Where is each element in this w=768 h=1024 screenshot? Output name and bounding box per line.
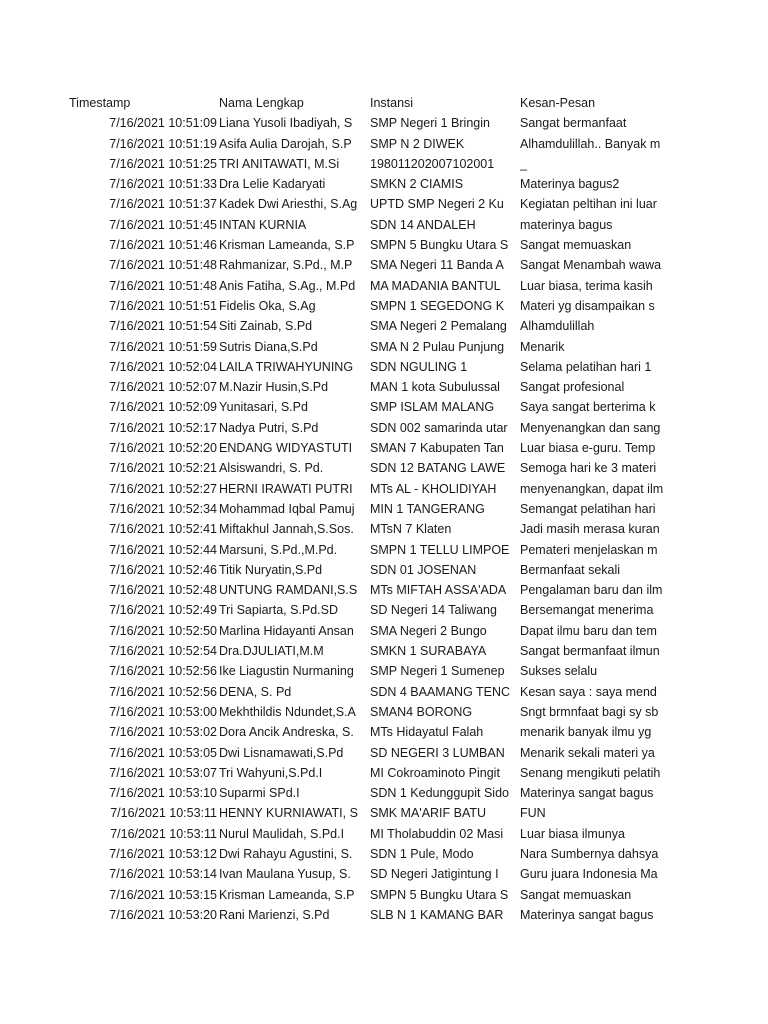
cell-nama-lengkap: Nadya Putri, S.Pd <box>219 420 319 435</box>
cell-timestamp: 7/16/2021 10:53:15 <box>109 887 217 902</box>
cell-kesan-pesan: Luar biasa ilmunya <box>520 826 625 841</box>
cell-nama-lengkap: Krisman Lameanda, S.P <box>219 887 355 902</box>
cell-kesan-pesan: Luar biasa e-guru. Temp <box>520 441 656 456</box>
cell-nama-lengkap: Dwi Lisnamawati,S.Pd <box>219 745 344 760</box>
cell-kesan-pesan: Materi yg disampaikan s <box>520 298 655 313</box>
table-row <box>0 357 768 377</box>
cell-kesan-pesan: Alhamdulillah.. Banyak m <box>520 136 661 151</box>
cell-timestamp: 7/16/2021 10:51:09 <box>109 116 217 131</box>
cell-timestamp: 7/16/2021 10:51:37 <box>109 197 217 212</box>
cell-kesan-pesan: Sangat bermanfaat <box>520 116 627 131</box>
cell-instansi: SMKN 1 SURABAYA <box>370 644 487 659</box>
table-body <box>0 113 768 925</box>
table-row <box>0 174 768 194</box>
cell-timestamp: 7/16/2021 10:52:07 <box>109 380 217 395</box>
cell-timestamp: 7/16/2021 10:51:45 <box>109 217 217 232</box>
cell-timestamp: 7/16/2021 10:53:02 <box>109 725 217 740</box>
cell-kesan-pesan: Bersemangat menerima <box>520 603 654 618</box>
cell-kesan-pesan: Guru juara Indonesia Ma <box>520 867 658 882</box>
cell-instansi: 198011202007102001 <box>370 156 495 171</box>
cell-kesan-pesan: Luar biasa, terima kasih <box>520 278 653 293</box>
cell-kesan-pesan: Jadi masih merasa kuran <box>520 522 660 537</box>
cell-instansi: UPTD SMP Negeri 2 Ku <box>370 197 504 212</box>
cell-nama-lengkap: TRI ANITAWATI, M.Si <box>219 156 340 171</box>
table-row <box>0 905 768 925</box>
cell-nama-lengkap: Tri Wahyuni,S.Pd.I <box>219 765 323 780</box>
cell-timestamp: 7/16/2021 10:51:46 <box>109 238 217 253</box>
table-row <box>0 600 768 620</box>
cell-timestamp: 7/16/2021 10:51:33 <box>109 177 217 192</box>
table-row <box>0 377 768 397</box>
cell-kesan-pesan: Sangat bermanfaat ilmun <box>520 644 660 659</box>
table-row <box>0 316 768 336</box>
cell-instansi: SDN 1 Pule, Modo <box>370 846 474 861</box>
cell-kesan-pesan: menarik banyak ilmu yg <box>520 725 652 740</box>
cell-kesan-pesan: Materinya sangat bagus <box>520 786 654 801</box>
header-kesan-pesan: Kesan-Pesan <box>520 96 596 110</box>
cell-timestamp: 7/16/2021 10:53:05 <box>109 745 217 760</box>
cell-nama-lengkap: Marlina Hidayanti Ansan <box>219 623 354 638</box>
cell-instansi: SD NEGERI 3 LUMBAN <box>370 745 505 760</box>
cell-kesan-pesan: Sangat memuaskan <box>520 887 632 902</box>
cell-timestamp: 7/16/2021 10:53:12 <box>109 846 217 861</box>
cell-instansi: SMA Negeri 2 Pemalang <box>370 319 507 334</box>
table-row <box>0 215 768 235</box>
table-row <box>0 296 768 316</box>
cell-instansi: SMA Negeri 11 Banda A <box>370 258 504 273</box>
cell-kesan-pesan: Materinya bagus2 <box>520 177 620 192</box>
cell-timestamp: 7/16/2021 10:51:54 <box>109 319 217 334</box>
cell-nama-lengkap: Nurul Maulidah, S.Pd.I <box>219 826 345 841</box>
table-row <box>0 479 768 499</box>
cell-instansi: SMPN 5 Bungku Utara S <box>370 887 509 902</box>
table-row <box>0 661 768 681</box>
table-row <box>0 134 768 154</box>
cell-nama-lengkap: Miftakhul Jannah,S.Sos. <box>219 522 354 537</box>
cell-instansi: SMP Negeri 1 Sumenep <box>370 664 505 679</box>
table-row <box>0 499 768 519</box>
cell-instansi: SMAN4 BORONG <box>370 704 473 719</box>
cell-timestamp: 7/16/2021 10:52:09 <box>109 400 217 415</box>
table-row <box>0 519 768 539</box>
spreadsheet-table <box>0 93 768 925</box>
table-row <box>0 113 768 133</box>
cell-timestamp: 7/16/2021 10:51:25 <box>109 156 217 171</box>
cell-instansi: MAN 1 kota Subulussal <box>370 380 500 395</box>
cell-nama-lengkap: INTAN KURNIA <box>219 217 307 232</box>
cell-kesan-pesan: Sangat profesional <box>520 380 625 395</box>
cell-nama-lengkap: M.Nazir Husin,S.Pd <box>219 380 329 395</box>
cell-kesan-pesan: Kegiatan peltihan ini luar <box>520 197 657 212</box>
cell-instansi: SD Negeri 14 Taliwang <box>370 603 497 618</box>
cell-instansi: SDN 14 ANDALEH <box>370 217 476 232</box>
cell-timestamp: 7/16/2021 10:52:54 <box>109 644 217 659</box>
cell-instansi: SMP ISLAM MALANG <box>370 400 495 415</box>
cell-instansi: SMK MA'ARIF BATU <box>370 806 487 821</box>
cell-nama-lengkap: Yunitasari, S.Pd <box>219 400 308 415</box>
cell-nama-lengkap: Mohammad Iqbal Pamuj <box>219 501 355 516</box>
cell-nama-lengkap: HERNI IRAWATI PUTRI <box>219 481 353 496</box>
cell-kesan-pesan: Saya sangat berterima k <box>520 400 656 415</box>
cell-kesan-pesan: Alhamdulillah <box>520 319 595 334</box>
cell-nama-lengkap: Dwi Rahayu Agustini, S. <box>219 846 353 861</box>
table-row <box>0 702 768 722</box>
cell-kesan-pesan: Semoga hari ke 3 materi <box>520 461 657 476</box>
cell-instansi: SMPN 1 SEGEDONG K <box>370 298 505 313</box>
cell-timestamp: 7/16/2021 10:52:17 <box>109 420 217 435</box>
cell-instansi: MIN 1 TANGERANG <box>370 501 485 516</box>
cell-instansi: SDN 12 BATANG LAWE <box>370 461 506 476</box>
cell-nama-lengkap: UNTUNG RAMDANI,S.S <box>219 583 358 598</box>
table-row <box>0 824 768 844</box>
cell-nama-lengkap: Dra.DJULIATI,M.M <box>219 644 324 659</box>
cell-nama-lengkap: Dra Lelie Kadaryati <box>219 177 326 192</box>
cell-timestamp: 7/16/2021 10:51:48 <box>109 278 217 293</box>
cell-nama-lengkap: Ivan Maulana Yusup, S. <box>219 867 351 882</box>
cell-nama-lengkap: Alsiswandri, S. Pd. <box>219 461 324 476</box>
cell-timestamp: 7/16/2021 10:51:48 <box>109 258 217 273</box>
cell-nama-lengkap: Rani Marienzi, S.Pd <box>219 907 330 922</box>
cell-timestamp: 7/16/2021 10:52:50 <box>109 623 217 638</box>
cell-nama-lengkap: Kadek Dwi Ariesthi, S.Ag <box>219 197 358 212</box>
table-row <box>0 418 768 438</box>
cell-kesan-pesan: FUN <box>520 806 546 821</box>
cell-instansi: SDN NGULING 1 <box>370 359 468 374</box>
cell-kesan-pesan: Dapat ilmu baru dan tem <box>520 623 657 638</box>
cell-instansi: SD Negeri Jatigintung I <box>370 867 499 882</box>
header-row <box>0 93 768 113</box>
cell-instansi: SLB N 1 KAMANG BAR <box>370 907 504 922</box>
header-nama-lengkap: Nama Lengkap <box>219 96 304 110</box>
cell-kesan-pesan: materinya bagus <box>520 217 613 232</box>
header-timestamp: Timestamp <box>69 96 131 110</box>
cell-timestamp: 7/16/2021 10:53:11 <box>110 826 217 841</box>
cell-timestamp: 7/16/2021 10:53:11 <box>110 806 217 821</box>
cell-timestamp: 7/16/2021 10:52:56 <box>109 664 217 679</box>
cell-instansi: SMPN 1 TELLU LIMPOE <box>370 542 510 557</box>
table-row <box>0 641 768 661</box>
table-row <box>0 803 768 823</box>
table-row <box>0 154 768 174</box>
table-row <box>0 885 768 905</box>
cell-kesan-pesan: Pengalaman baru dan ilm <box>520 583 663 598</box>
cell-nama-lengkap: Rahmanizar, S.Pd., M.P <box>219 258 353 273</box>
table-row <box>0 337 768 357</box>
cell-kesan-pesan: Senang mengikuti pelatih <box>520 765 661 780</box>
cell-nama-lengkap: Suparmi SPd.I <box>219 786 300 801</box>
cell-instansi: SDN 002 samarinda utar <box>370 420 508 435</box>
cell-nama-lengkap: ENDANG WIDYASTUTI <box>219 441 353 456</box>
cell-kesan-pesan: Materinya sangat bagus <box>520 907 654 922</box>
cell-instansi: MTs AL - KHOLIDIYAH <box>370 481 497 496</box>
cell-kesan-pesan: _ <box>520 156 527 171</box>
cell-timestamp: 7/16/2021 10:52:20 <box>109 441 217 456</box>
table-row <box>0 722 768 742</box>
cell-timestamp: 7/16/2021 10:52:34 <box>109 501 217 516</box>
cell-instansi: SMPN 5 Bungku Utara S <box>370 238 509 253</box>
cell-instansi: SDN 01 JOSENAN <box>370 562 477 577</box>
cell-nama-lengkap: DENA, S. Pd <box>219 684 292 699</box>
cell-instansi: MTsN 7 Klaten <box>370 522 452 537</box>
cell-timestamp: 7/16/2021 10:52:04 <box>109 359 217 374</box>
cell-nama-lengkap: Liana Yusoli Ibadiyah, S <box>219 116 353 131</box>
cell-nama-lengkap: Sutris Diana,S.Pd <box>219 339 318 354</box>
cell-nama-lengkap: Marsuni, S.Pd.,M.Pd. <box>219 542 338 557</box>
cell-kesan-pesan: Selama pelatihan hari 1 <box>520 359 652 374</box>
cell-timestamp: 7/16/2021 10:52:21 <box>109 461 217 476</box>
cell-timestamp: 7/16/2021 10:53:10 <box>109 786 217 801</box>
cell-timestamp: 7/16/2021 10:53:14 <box>109 867 217 882</box>
cell-instansi: SMP N 2 DIWEK <box>370 136 465 151</box>
cell-instansi: SDN 4 BAAMANG TENC <box>370 684 511 699</box>
cell-timestamp: 7/16/2021 10:52:49 <box>109 603 217 618</box>
header-instansi: Instansi <box>370 96 414 110</box>
cell-kesan-pesan: Pemateri menjelaskan m <box>520 542 658 557</box>
cell-timestamp: 7/16/2021 10:52:56 <box>109 684 217 699</box>
table-row <box>0 763 768 783</box>
cell-kesan-pesan: menyenangkan, dapat ilm <box>520 481 664 496</box>
table-row <box>0 560 768 580</box>
table-row <box>0 458 768 478</box>
table-row <box>0 580 768 600</box>
cell-instansi: MTs Hidayatul Falah <box>370 725 484 740</box>
cell-kesan-pesan: Sngt brmnfaat bagi sy sb <box>520 704 659 719</box>
cell-kesan-pesan: Sangat memuaskan <box>520 238 632 253</box>
table-row <box>0 540 768 560</box>
cell-timestamp: 7/16/2021 10:52:48 <box>109 583 217 598</box>
cell-nama-lengkap: Dora Ancik Andreska, S. <box>219 725 354 740</box>
cell-instansi: MTs MIFTAH ASSA'ADA <box>370 583 507 598</box>
cell-nama-lengkap: Fidelis Oka, S.Ag <box>219 298 316 313</box>
cell-timestamp: 7/16/2021 10:51:19 <box>109 136 217 151</box>
cell-kesan-pesan: Bermanfaat sekali <box>520 562 621 577</box>
cell-nama-lengkap: HENNY KURNIAWATI, S <box>219 806 358 821</box>
cell-timestamp: 7/16/2021 10:53:07 <box>109 765 217 780</box>
table-row <box>0 397 768 417</box>
table-row <box>0 194 768 214</box>
cell-kesan-pesan: Semangat pelatihan hari <box>520 501 656 516</box>
cell-timestamp: 7/16/2021 10:52:41 <box>109 522 217 537</box>
cell-nama-lengkap: Asifa Aulia Darojah, S.P <box>219 136 352 151</box>
table-row <box>0 864 768 884</box>
cell-timestamp: 7/16/2021 10:52:46 <box>109 562 217 577</box>
cell-kesan-pesan: Sangat Menambah wawa <box>520 258 662 273</box>
cell-kesan-pesan: Kesan saya : saya mend <box>520 684 657 699</box>
table-row <box>0 844 768 864</box>
table-row <box>0 743 768 763</box>
cell-kesan-pesan: Sukses selalu <box>520 664 598 679</box>
cell-instansi: MI Cokroaminoto Pingit <box>370 765 500 780</box>
cell-nama-lengkap: Siti Zainab, S.Pd <box>219 319 313 334</box>
cell-instansi: SMP Negeri 1 Bringin <box>370 116 490 131</box>
table-row <box>0 255 768 275</box>
cell-kesan-pesan: Menyenangkan dan sang <box>520 420 661 435</box>
cell-kesan-pesan: Menarik sekali materi ya <box>520 745 655 760</box>
cell-instansi: SMA Negeri 2 Bungo <box>370 623 487 638</box>
cell-nama-lengkap: Titik Nuryatin,S.Pd <box>219 562 323 577</box>
cell-instansi: SMKN 2 CIAMIS <box>370 177 464 192</box>
cell-timestamp: 7/16/2021 10:51:59 <box>109 339 217 354</box>
cell-timestamp: 7/16/2021 10:51:51 <box>109 298 217 313</box>
cell-nama-lengkap: Mekhthildis Ndundet,S.A <box>219 704 356 719</box>
cell-instansi: SMAN 7 Kabupaten Tan <box>370 441 504 456</box>
table-row <box>0 783 768 803</box>
cell-timestamp: 7/16/2021 10:53:00 <box>109 704 217 719</box>
table-row <box>0 621 768 641</box>
cell-nama-lengkap: Krisman Lameanda, S.P <box>219 238 355 253</box>
table-row <box>0 682 768 702</box>
cell-kesan-pesan: Menarik <box>520 339 565 354</box>
cell-timestamp: 7/16/2021 10:53:20 <box>109 907 217 922</box>
cell-timestamp: 7/16/2021 10:52:44 <box>109 542 217 557</box>
table-row <box>0 235 768 255</box>
cell-instansi: SMA N 2 Pulau Punjung <box>370 339 505 354</box>
cell-timestamp: 7/16/2021 10:52:27 <box>109 481 217 496</box>
cell-nama-lengkap: Ike Liagustin Nurmaning <box>219 664 354 679</box>
cell-instansi: MA MADANIA BANTUL <box>370 278 501 293</box>
cell-nama-lengkap: Anis Fatiha, S.Ag., M.Pd <box>219 278 356 293</box>
cell-nama-lengkap: Tri Sapiarta, S.Pd.SD <box>219 603 339 618</box>
cell-nama-lengkap: LAILA TRIWAHYUNING <box>219 359 354 374</box>
table-row <box>0 438 768 458</box>
cell-instansi: MI Tholabuddin 02 Masi <box>370 826 504 841</box>
cell-instansi: SDN 1 Kedunggupit Sido <box>370 786 509 801</box>
cell-kesan-pesan: Nara Sumbernya dahsya <box>520 846 659 861</box>
table-row <box>0 276 768 296</box>
